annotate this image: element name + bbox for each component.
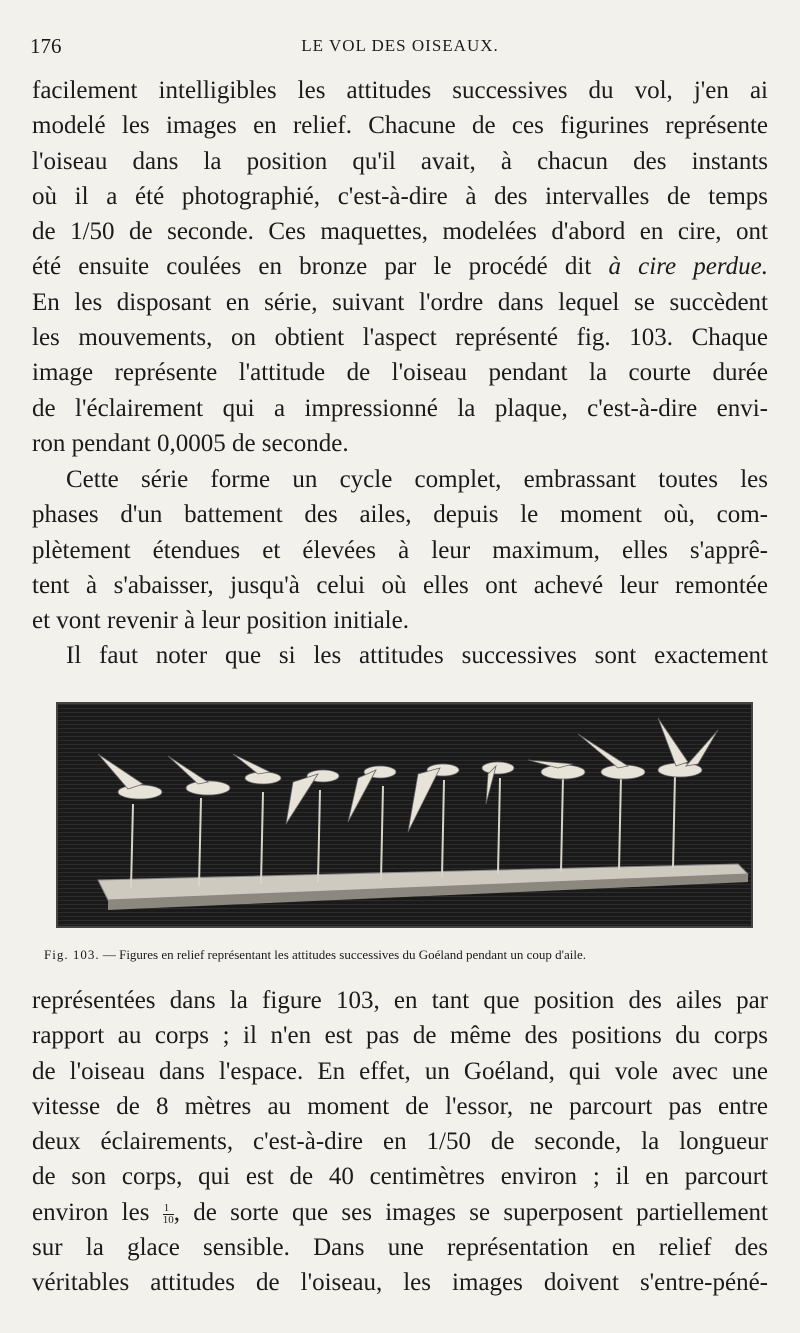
text-line: où il a été photographié, c'est-à-dire à des intervalles de temps xyxy=(32,182,768,210)
figure-caption xyxy=(44,947,778,963)
figure-103-engraving xyxy=(56,702,753,928)
top-paragraph xyxy=(32,73,768,461)
text-line: de l'oiseau dans l'espace. En effet, un Goéland, qui vole avec une xyxy=(32,1057,768,1085)
text-span: environ les xyxy=(32,1198,150,1226)
text-line xyxy=(32,1195,768,1230)
text-line: Cette série forme un cycle complet, embrassant toutes les xyxy=(66,466,768,493)
text-line: et vont revenir à leur position initiale. xyxy=(32,607,409,635)
bottom-paragraph xyxy=(32,983,768,1301)
fraction-one-tenth xyxy=(163,1203,174,1226)
italic-phrase: à cire perdue. xyxy=(608,253,769,281)
second-paragraph xyxy=(32,462,768,638)
text-line: sur la glace sensible. Dans une représentation en relief des xyxy=(32,1234,768,1262)
text-line: plètement étendues et élevées à leur maximum, elles s'apprê- xyxy=(32,536,768,564)
text-line: phases d'un battement des ailes, depuis le moment où, com- xyxy=(32,501,768,529)
text-line: ron pendant 0,0005 de seconde. xyxy=(32,429,349,457)
text-line xyxy=(32,249,768,284)
text-line: deux éclairements, c'est-à-dire en 1/50 de seconde, la longueur xyxy=(32,1128,768,1156)
text-line: modelé les images en relief. Chacune de ces figurines représente xyxy=(32,112,768,140)
caption-label: Fig. 103. xyxy=(44,947,100,962)
text-line: représentées dans la figure 103, en tant que position des ailes par xyxy=(32,987,768,1014)
gull-sculptures-illustration xyxy=(58,704,751,926)
fraction-numerator: 1 xyxy=(163,1203,174,1215)
fraction-denominator: 10 xyxy=(162,1213,174,1226)
text-line: vitesse de 8 mètres au moment de l'essor, ne parcourt pas entre xyxy=(32,1092,768,1120)
running-title: LE VOL DES OISEAUX. xyxy=(301,36,499,55)
text-line: rapport au corps ; il n'en est pas de même des positions du corps xyxy=(32,1022,768,1050)
text-line: les mouvements, on obtient l'aspect représenté fig. 103. Chaque xyxy=(32,324,768,352)
text-line: image représente l'attitude de l'oiseau pendant la courte durée xyxy=(32,359,768,387)
text-line: facilement intelligibles les attitudes successives du vol, j'en ai xyxy=(32,77,768,104)
text-line: de 1/50 de seconde. Ces maquettes, modelées d'abord en cire, ont xyxy=(32,218,768,246)
third-paragraph-start xyxy=(32,638,768,673)
text-line: En les disposant en série, suivant l'ordre dans lequel se succèdent xyxy=(32,288,768,316)
text-span: été ensuite coulées en bronze par le procédé dit xyxy=(32,253,592,281)
text-span: , de sorte que ses images se superposent partiellement xyxy=(173,1198,768,1226)
text-line: véritables attitudes de l'oiseau, les images doivent s'entre-péné- xyxy=(32,1269,768,1297)
text-line: de l'éclairement qui a impressionné la plaque, c'est-à-dire envi- xyxy=(32,394,768,422)
text-line: de son corps, qui est de 40 centimètres environ ; il en parcourt xyxy=(32,1163,768,1191)
page-number: 176 xyxy=(30,34,62,58)
text-line: l'oiseau dans la position qu'il avait, à chacun des instants xyxy=(32,147,768,175)
text-line: tent à s'abaisser, jusqu'à celui où elles ont achevé leur remontée xyxy=(32,571,768,599)
page-header xyxy=(30,34,770,64)
text-line: Il faut noter que si les attitudes successives sont exactement xyxy=(66,642,768,669)
caption-text: — Figures en relief représentant les attitudes successives du Goéland pendant un coup d'aile. xyxy=(102,947,587,962)
